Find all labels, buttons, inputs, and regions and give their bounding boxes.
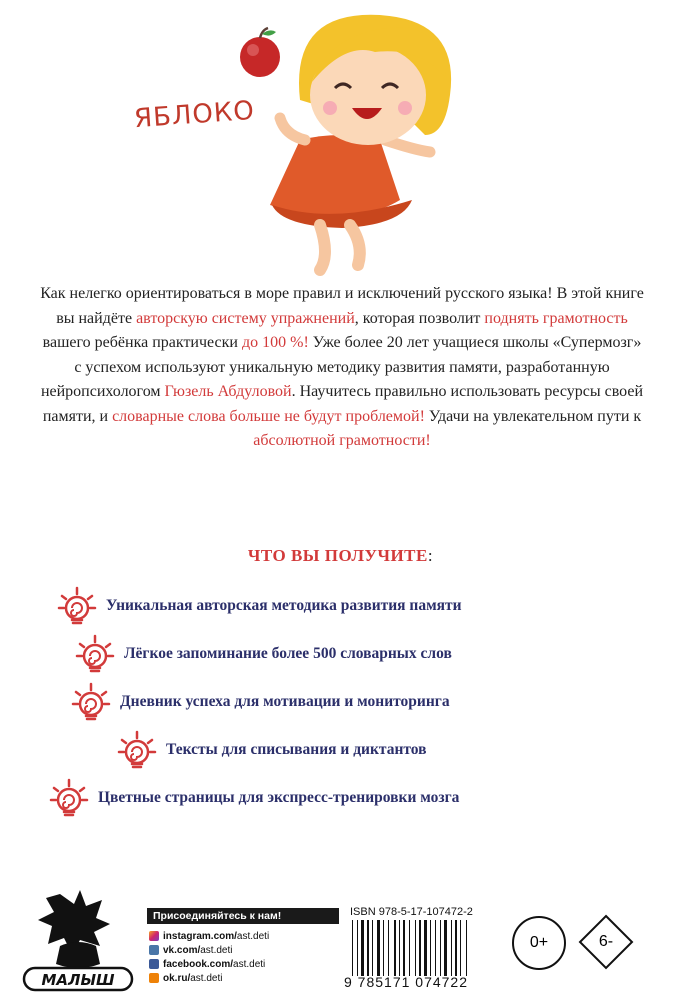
vk-icon bbox=[149, 945, 159, 955]
barcode-number: 9 785171 074722 bbox=[344, 974, 468, 990]
lightbulb-spiral-icon bbox=[56, 586, 98, 626]
benefit-item bbox=[70, 682, 450, 722]
instagram-icon bbox=[149, 931, 159, 941]
join-us-banner: Присоединяйтесь к нам! bbox=[147, 908, 339, 924]
apple-icon bbox=[240, 28, 280, 77]
benefit-item bbox=[48, 778, 459, 818]
lightbulb-spiral-icon bbox=[74, 634, 116, 674]
intro-text: , которая позволит bbox=[354, 309, 485, 327]
intro-highlight: абсолютной грамотности! bbox=[253, 432, 431, 449]
benefit-item bbox=[116, 730, 427, 770]
benefit-text: Дневник успеха для мотивации и мониторинга bbox=[120, 693, 450, 710]
intro-highlight: до 100 %! bbox=[241, 334, 309, 351]
benefits-heading: ЧТО ВЫ ПОЛУЧИТЕ: bbox=[247, 546, 434, 565]
benefit-item bbox=[56, 586, 462, 626]
malysh-publisher-logo bbox=[20, 884, 136, 994]
isbn-text: ISBN 978-5-17-107472-2 bbox=[350, 906, 473, 918]
age-recommendation-label: 6- bbox=[598, 933, 614, 950]
lightbulb-spiral-icon bbox=[70, 682, 112, 722]
intro-highlight: авторскую систему упражнений bbox=[136, 309, 355, 327]
intro-text: . Научитесь правильно использовать ресурсы своей памяти, и bbox=[42, 383, 644, 425]
benefit-text: Уникальная авторская методика развития памяти bbox=[106, 597, 462, 614]
intro-highlight: словарные слова больше не будут проблемой! bbox=[112, 407, 425, 425]
odnoklassniki-icon bbox=[149, 973, 159, 983]
facebook-icon bbox=[149, 959, 159, 969]
lightbulb-spiral-icon bbox=[48, 778, 90, 818]
social-link-vk[interactable]: vk.com/ ast.deti bbox=[149, 943, 339, 957]
benefit-item bbox=[74, 634, 452, 674]
apple-word-label: ЯБЛОКО bbox=[133, 95, 256, 135]
benefit-text: Цветные страницы для экспресс-тренировки мозга bbox=[98, 789, 460, 806]
intro-highlight: поднять грамотность bbox=[484, 309, 628, 327]
intro-text: Как нелегко ориентироваться в море правил и исключений русского языка! В этой книге вы найдёте bbox=[40, 285, 644, 327]
intro-highlight: Гюзель Абдуловой bbox=[164, 383, 292, 400]
intro-text: Уже более 20 лет учащиеся школы «Супермозг» с успехом используют уникальную методику развития памяти, разработанную нейропсихологом bbox=[40, 334, 642, 400]
intro-paragraph bbox=[40, 282, 644, 454]
benefit-text: Лёгкое запоминание более 500 словарных слов bbox=[124, 645, 452, 662]
lightbulb-spiral-icon bbox=[116, 730, 158, 770]
intro-text: Удачи на увлекательном пути к bbox=[424, 407, 642, 425]
age-recommendation-badge bbox=[578, 914, 634, 970]
age-rating-badge: 0+ bbox=[512, 916, 566, 970]
girl-with-apple-illustration bbox=[0, 0, 681, 280]
intro-text: вашего ребёнка практически bbox=[42, 334, 242, 351]
benefit-text: Тексты для списывания и диктантов bbox=[166, 741, 427, 758]
social-link-instagram[interactable]: instagram.com/ ast.deti bbox=[149, 929, 339, 943]
social-links-block bbox=[147, 908, 339, 985]
social-link-facebook[interactable]: facebook.com/ ast.deti bbox=[149, 957, 339, 971]
barcode-image bbox=[350, 920, 500, 978]
social-link-ok[interactable]: ok.ru/ ast.deti bbox=[149, 971, 339, 985]
svg-text:МАЛЫШ: МАЛЫШ bbox=[41, 971, 115, 989]
